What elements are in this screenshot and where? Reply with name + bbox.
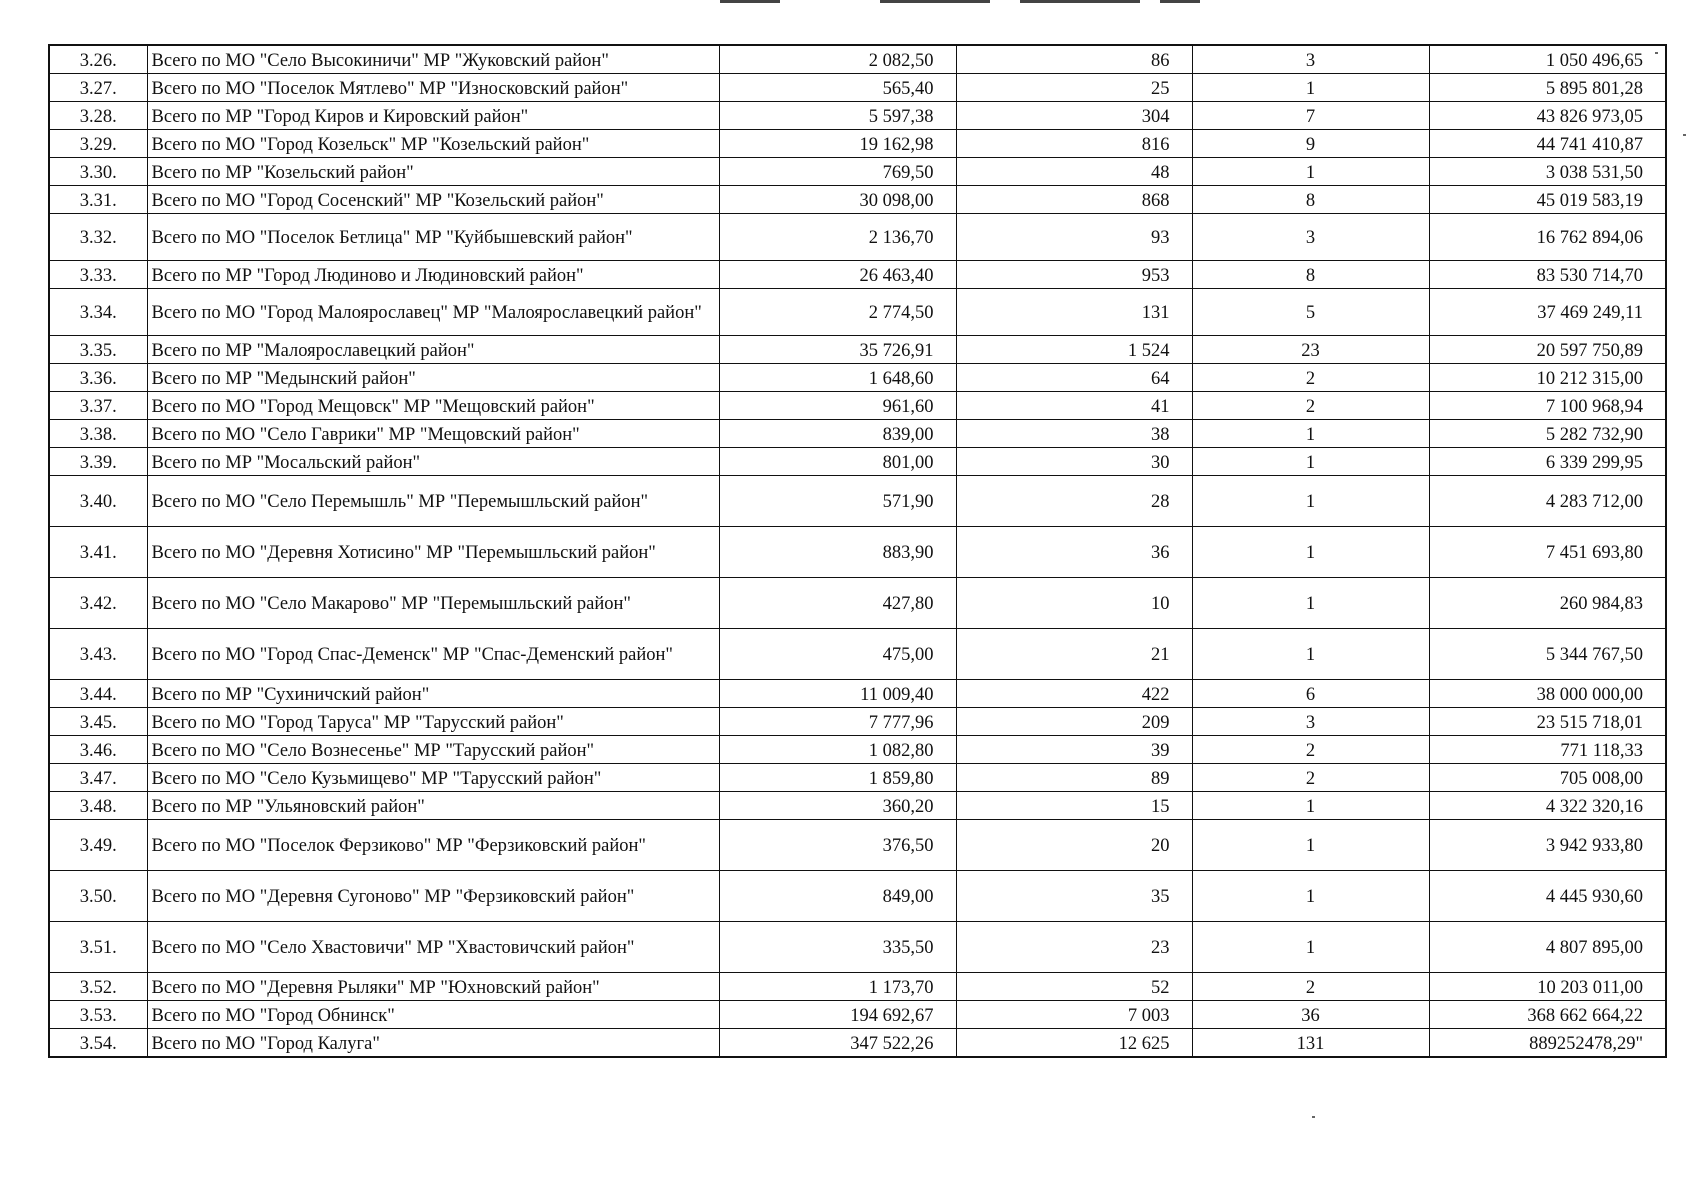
area-value: 427,80 — [719, 578, 956, 629]
row-number: 3.40. — [49, 476, 147, 527]
amount-value: 10 203 011,00 — [1429, 973, 1666, 1001]
houses-count: 1 — [1192, 448, 1429, 476]
table-row — [49, 578, 1666, 629]
table-row — [49, 336, 1666, 364]
people-count: 15 — [956, 792, 1192, 820]
amount-value: 1 050 496,65 — [1429, 45, 1666, 74]
area-value: 571,90 — [719, 476, 956, 527]
table-row — [49, 708, 1666, 736]
amount-value: 4 322 320,16 — [1429, 792, 1666, 820]
houses-count: 2 — [1192, 364, 1429, 392]
houses-count: 8 — [1192, 261, 1429, 289]
people-count: 816 — [956, 130, 1192, 158]
houses-count: 23 — [1192, 336, 1429, 364]
people-count: 7 003 — [956, 1001, 1192, 1029]
row-number: 3.31. — [49, 186, 147, 214]
scan-speck — [1312, 1116, 1315, 1118]
table-row — [49, 74, 1666, 102]
table-row — [49, 871, 1666, 922]
people-count: 64 — [956, 364, 1192, 392]
table-row — [49, 364, 1666, 392]
amount-value: 3 038 531,50 — [1429, 158, 1666, 186]
area-value: 360,20 — [719, 792, 956, 820]
row-number: 3.26. — [49, 45, 147, 74]
amount-value: 771 118,33 — [1429, 736, 1666, 764]
municipality-name: Всего по МО "Деревня Рыляки" МР "Юхновский район" — [147, 973, 719, 1001]
municipality-name: Всего по МО "Поселок Ферзиково" МР "Ферзиковский район" — [147, 820, 719, 871]
amount-value: 45 019 583,19 — [1429, 186, 1666, 214]
row-number: 3.51. — [49, 922, 147, 973]
amount-value: 20 597 750,89 — [1429, 336, 1666, 364]
table-row — [49, 764, 1666, 792]
municipality-name: Всего по МО "Деревня Хотисино" МР "Перемышльский район" — [147, 527, 719, 578]
municipality-name: Всего по МО "Город Спас-Деменск" МР "Спас-Деменский район" — [147, 629, 719, 680]
area-value: 5 597,38 — [719, 102, 956, 130]
amount-value: 5 895 801,28 — [1429, 74, 1666, 102]
people-count: 41 — [956, 392, 1192, 420]
table-row — [49, 45, 1666, 74]
row-number: 3.32. — [49, 214, 147, 261]
row-number: 3.52. — [49, 973, 147, 1001]
municipality-name: Всего по МО "Город Малоярославец" МР "Малоярославецкий район" — [147, 289, 719, 336]
area-value: 7 777,96 — [719, 708, 956, 736]
municipality-name: Всего по МР "Малоярославецкий район" — [147, 336, 719, 364]
people-count: 21 — [956, 629, 1192, 680]
people-count: 30 — [956, 448, 1192, 476]
area-value: 565,40 — [719, 74, 956, 102]
area-value: 1 859,80 — [719, 764, 956, 792]
scan-artifact-top — [720, 0, 1240, 6]
area-value: 1 173,70 — [719, 973, 956, 1001]
table-row — [49, 261, 1666, 289]
people-count: 23 — [956, 922, 1192, 973]
houses-count: 1 — [1192, 74, 1429, 102]
municipality-name: Всего по МР "Город Киров и Кировский район" — [147, 102, 719, 130]
amount-value: 705 008,00 — [1429, 764, 1666, 792]
houses-count: 2 — [1192, 392, 1429, 420]
amount-value: 889252478,29" — [1429, 1029, 1666, 1058]
people-count: 12 625 — [956, 1029, 1192, 1058]
table-row — [49, 736, 1666, 764]
houses-count: 1 — [1192, 420, 1429, 448]
amount-value: 44 741 410,87 — [1429, 130, 1666, 158]
people-count: 38 — [956, 420, 1192, 448]
people-count: 28 — [956, 476, 1192, 527]
municipality-name: Всего по МО "Город Таруса" МР "Тарусский район" — [147, 708, 719, 736]
table-row — [49, 792, 1666, 820]
municipality-name: Всего по МО "Село Кузьмищево" МР "Тарусский район" — [147, 764, 719, 792]
table-row — [49, 214, 1666, 261]
people-count: 10 — [956, 578, 1192, 629]
houses-count: 9 — [1192, 130, 1429, 158]
table-row — [49, 820, 1666, 871]
table-row — [49, 629, 1666, 680]
houses-count: 1 — [1192, 158, 1429, 186]
people-count: 304 — [956, 102, 1192, 130]
area-value: 35 726,91 — [719, 336, 956, 364]
people-count: 422 — [956, 680, 1192, 708]
municipality-name: Всего по МО "Поселок Мятлево" МР "Износковский район" — [147, 74, 719, 102]
row-number: 3.49. — [49, 820, 147, 871]
amount-value: 4 283 712,00 — [1429, 476, 1666, 527]
municipality-name: Всего по МР "Козельский район" — [147, 158, 719, 186]
amount-value: 7 451 693,80 — [1429, 527, 1666, 578]
row-number: 3.54. — [49, 1029, 147, 1058]
houses-count: 131 — [1192, 1029, 1429, 1058]
amount-value: 43 826 973,05 — [1429, 102, 1666, 130]
people-count: 93 — [956, 214, 1192, 261]
municipality-name: Всего по МО "Село Хвастовичи" МР "Хвастовичский район" — [147, 922, 719, 973]
people-count: 1 524 — [956, 336, 1192, 364]
people-count: 20 — [956, 820, 1192, 871]
area-value: 839,00 — [719, 420, 956, 448]
table-row — [49, 1001, 1666, 1029]
people-count: 89 — [956, 764, 1192, 792]
people-count: 39 — [956, 736, 1192, 764]
table-row — [49, 527, 1666, 578]
table-body — [49, 45, 1666, 1057]
area-value: 883,90 — [719, 527, 956, 578]
houses-count: 1 — [1192, 527, 1429, 578]
row-number: 3.37. — [49, 392, 147, 420]
houses-count: 1 — [1192, 820, 1429, 871]
row-number: 3.44. — [49, 680, 147, 708]
row-number: 3.30. — [49, 158, 147, 186]
area-value: 2 774,50 — [719, 289, 956, 336]
municipality-name: Всего по МО "Город Мещовск" МР "Мещовский район" — [147, 392, 719, 420]
row-number: 3.38. — [49, 420, 147, 448]
area-value: 11 009,40 — [719, 680, 956, 708]
people-count: 953 — [956, 261, 1192, 289]
row-number: 3.29. — [49, 130, 147, 158]
row-number: 3.34. — [49, 289, 147, 336]
people-count: 48 — [956, 158, 1192, 186]
municipality-name: Всего по МР "Город Людиново и Людиновский район" — [147, 261, 719, 289]
municipality-name: Всего по МО "Город Обнинск" — [147, 1001, 719, 1029]
amount-value: 83 530 714,70 — [1429, 261, 1666, 289]
houses-count: 1 — [1192, 871, 1429, 922]
row-number: 3.46. — [49, 736, 147, 764]
row-number: 3.33. — [49, 261, 147, 289]
table-row — [49, 448, 1666, 476]
amount-value: 4 807 895,00 — [1429, 922, 1666, 973]
houses-count: 5 — [1192, 289, 1429, 336]
municipality-name: Всего по МО "Село Вознесенье" МР "Тарусский район" — [147, 736, 719, 764]
houses-count: 1 — [1192, 629, 1429, 680]
area-value: 2 082,50 — [719, 45, 956, 74]
houses-count: 2 — [1192, 764, 1429, 792]
municipality-name: Всего по МО "Село Перемышль" МР "Перемышльский район" — [147, 476, 719, 527]
area-value: 376,50 — [719, 820, 956, 871]
people-count: 52 — [956, 973, 1192, 1001]
houses-count: 6 — [1192, 680, 1429, 708]
municipality-name: Всего по МР "Мосальский район" — [147, 448, 719, 476]
municipality-name: Всего по МО "Город Калуга" — [147, 1029, 719, 1058]
people-count: 209 — [956, 708, 1192, 736]
table-row — [49, 973, 1666, 1001]
table-row — [49, 158, 1666, 186]
amount-value: 260 984,83 — [1429, 578, 1666, 629]
amount-value: 38 000 000,00 — [1429, 680, 1666, 708]
row-number: 3.42. — [49, 578, 147, 629]
municipality-name: Всего по МО "Город Козельск" МР "Козельский район" — [147, 130, 719, 158]
area-value: 475,00 — [719, 629, 956, 680]
amount-value: 3 942 933,80 — [1429, 820, 1666, 871]
municipality-name: Всего по МО "Село Гаврики" МР "Мещовский район" — [147, 420, 719, 448]
municipality-name: Всего по МР "Медынский район" — [147, 364, 719, 392]
houses-count: 1 — [1192, 922, 1429, 973]
amount-value: 5 282 732,90 — [1429, 420, 1666, 448]
amount-value: 16 762 894,06 — [1429, 214, 1666, 261]
area-value: 769,50 — [719, 158, 956, 186]
area-value: 801,00 — [719, 448, 956, 476]
row-number: 3.47. — [49, 764, 147, 792]
table-row — [49, 922, 1666, 973]
table-row — [49, 476, 1666, 527]
amount-value: 368 662 664,22 — [1429, 1001, 1666, 1029]
amount-value: 23 515 718,01 — [1429, 708, 1666, 736]
houses-count: 3 — [1192, 708, 1429, 736]
amount-value: 10 212 315,00 — [1429, 364, 1666, 392]
municipality-name: Всего по МР "Сухиничский район" — [147, 680, 719, 708]
houses-count: 8 — [1192, 186, 1429, 214]
row-number: 3.41. — [49, 527, 147, 578]
area-value: 849,00 — [719, 871, 956, 922]
row-number: 3.48. — [49, 792, 147, 820]
table-row — [49, 102, 1666, 130]
area-value: 961,60 — [719, 392, 956, 420]
municipality-name: Всего по МО "Село Высокиничи" МР "Жуковский район" — [147, 45, 719, 74]
people-count: 86 — [956, 45, 1192, 74]
municipality-name: Всего по МО "Деревня Сугоново" МР "Ферзиковский район" — [147, 871, 719, 922]
row-number: 3.50. — [49, 871, 147, 922]
row-number: 3.36. — [49, 364, 147, 392]
area-value: 2 136,70 — [719, 214, 956, 261]
municipality-name: Всего по МО "Поселок Бетлица" МР "Куйбышевский район" — [147, 214, 719, 261]
houses-count: 7 — [1192, 102, 1429, 130]
table-row — [49, 392, 1666, 420]
area-value: 194 692,67 — [719, 1001, 956, 1029]
amount-value: 6 339 299,95 — [1429, 448, 1666, 476]
people-count: 25 — [956, 74, 1192, 102]
area-value: 1 082,80 — [719, 736, 956, 764]
people-count: 35 — [956, 871, 1192, 922]
area-value: 30 098,00 — [719, 186, 956, 214]
scan-speck — [1655, 52, 1658, 54]
area-value: 1 648,60 — [719, 364, 956, 392]
amount-value: 5 344 767,50 — [1429, 629, 1666, 680]
table-row — [49, 680, 1666, 708]
people-count: 36 — [956, 527, 1192, 578]
houses-count: 3 — [1192, 214, 1429, 261]
amount-value: 4 445 930,60 — [1429, 871, 1666, 922]
table-row — [49, 420, 1666, 448]
row-number: 3.53. — [49, 1001, 147, 1029]
area-value: 335,50 — [719, 922, 956, 973]
table-row — [49, 130, 1666, 158]
housing-relocation-table — [48, 44, 1667, 1058]
row-number: 3.35. — [49, 336, 147, 364]
houses-count: 1 — [1192, 578, 1429, 629]
area-value: 19 162,98 — [719, 130, 956, 158]
amount-value: 7 100 968,94 — [1429, 392, 1666, 420]
municipality-name: Всего по МО "Город Сосенский" МР "Козельский район" — [147, 186, 719, 214]
people-count: 868 — [956, 186, 1192, 214]
area-value: 347 522,26 — [719, 1029, 956, 1058]
houses-count: 3 — [1192, 45, 1429, 74]
row-number: 3.27. — [49, 74, 147, 102]
houses-count: 1 — [1192, 476, 1429, 527]
area-value: 26 463,40 — [719, 261, 956, 289]
houses-count: 2 — [1192, 736, 1429, 764]
table-row — [49, 186, 1666, 214]
row-number: 3.39. — [49, 448, 147, 476]
row-number: 3.45. — [49, 708, 147, 736]
municipality-name: Всего по МР "Ульяновский район" — [147, 792, 719, 820]
row-number: 3.28. — [49, 102, 147, 130]
houses-count: 1 — [1192, 792, 1429, 820]
municipality-name: Всего по МО "Село Макарово" МР "Перемышльский район" — [147, 578, 719, 629]
scan-speck — [1683, 134, 1686, 136]
table-row — [49, 1029, 1666, 1058]
houses-count: 2 — [1192, 973, 1429, 1001]
amount-value: 37 469 249,11 — [1429, 289, 1666, 336]
houses-count: 36 — [1192, 1001, 1429, 1029]
people-count: 131 — [956, 289, 1192, 336]
table-row — [49, 289, 1666, 336]
row-number: 3.43. — [49, 629, 147, 680]
